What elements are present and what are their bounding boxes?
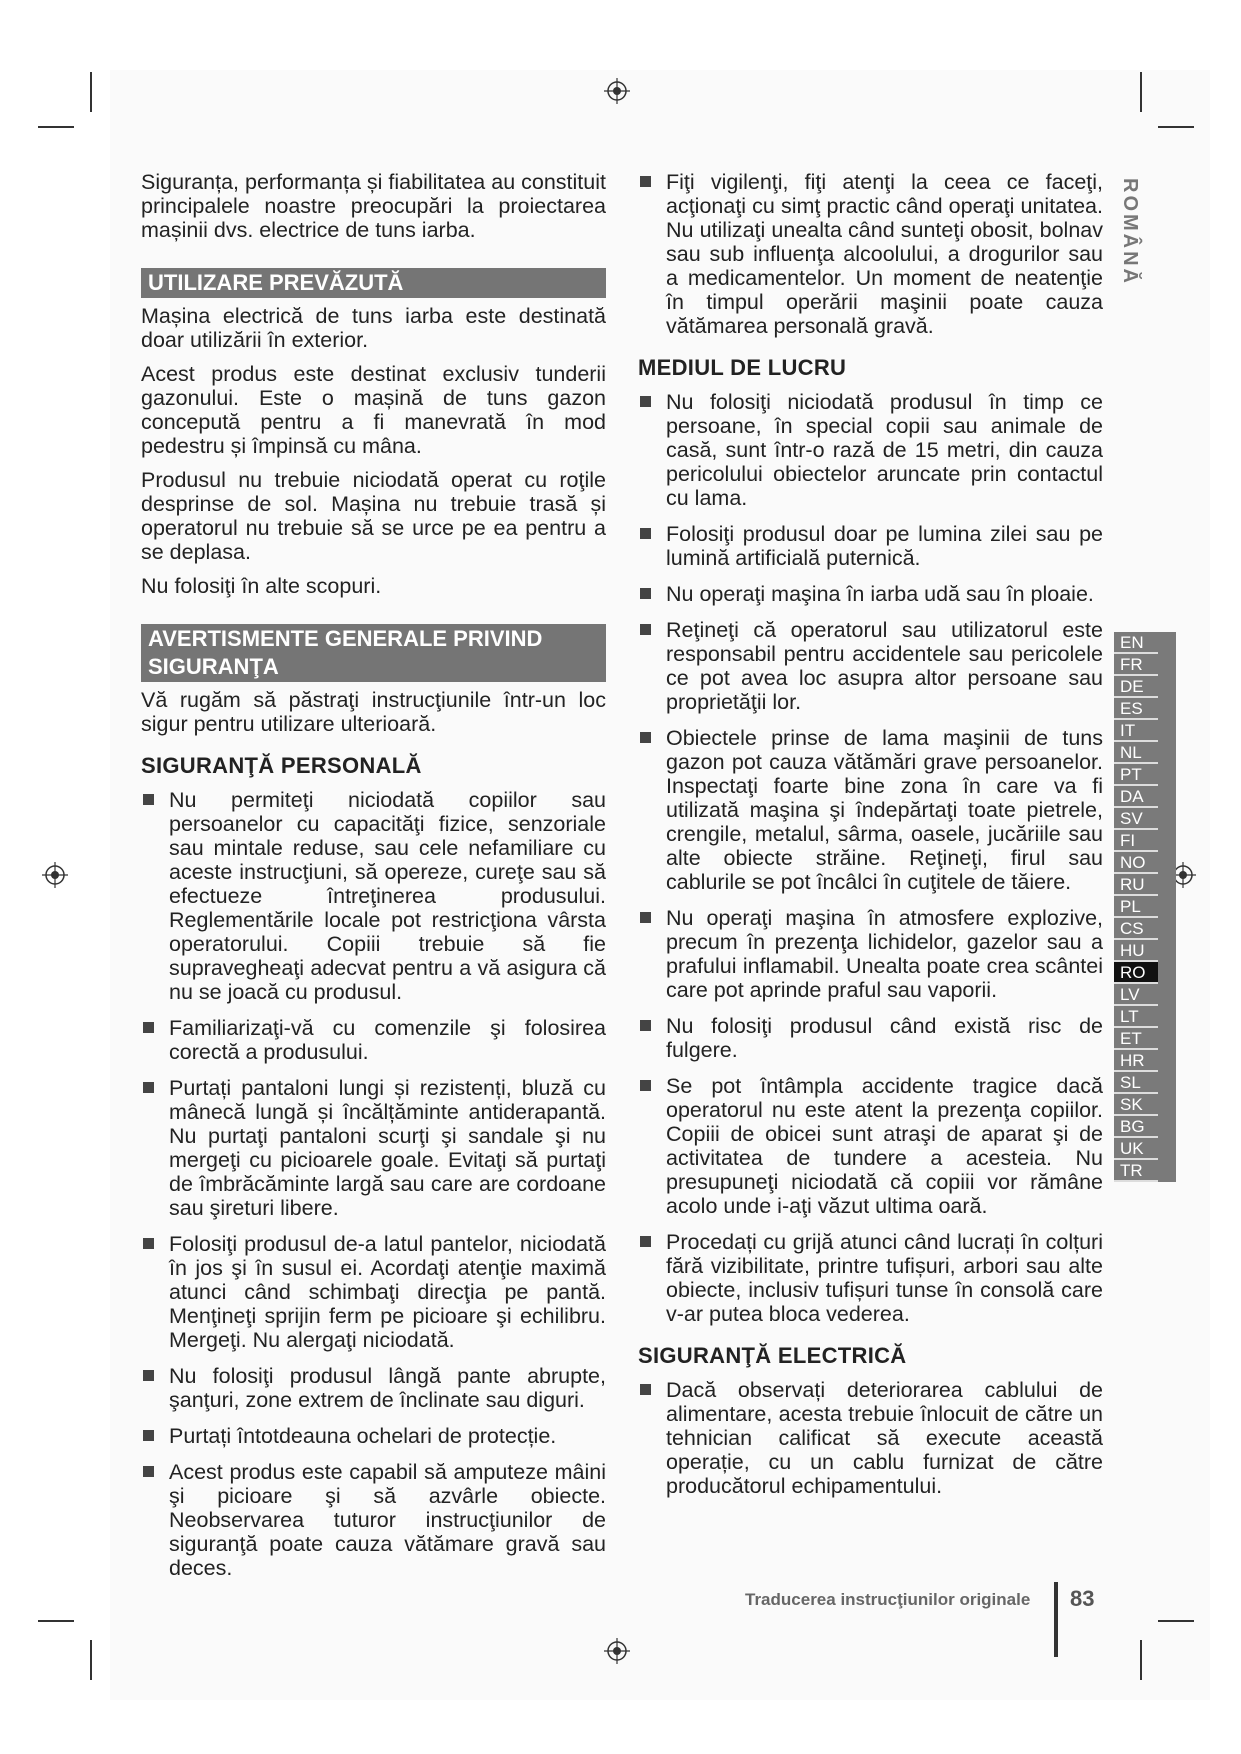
language-tab-ro[interactable]: RO (1114, 962, 1158, 984)
crop-mark (90, 1640, 92, 1680)
language-tab-bg[interactable]: BG (1114, 1116, 1158, 1138)
list-item: Procedați cu grijă atunci când lucrați în colțuri fără vizibilitate, printre tufișuri, arbori sau alte obiecte, inclusiv tufișuri tunse în consolă care v-ar putea bloca vederea. (638, 1230, 1103, 1326)
language-tab-no[interactable]: NO (1114, 852, 1158, 874)
language-tab-sv[interactable]: SV (1114, 808, 1158, 830)
list-item: Acest produs este capabil să amputeze mâini şi picioare şi să azvârle obiecte. Neobservarea tuturor instrucţiunilor de siguranţă poate cauza vătămare gravă sau deces. (141, 1460, 606, 1580)
language-tab-uk[interactable]: UK (1114, 1138, 1158, 1160)
crop-mark (1158, 1620, 1194, 1622)
list-item: Folosiţi produsul de-a latul pantelor, niciodată în jos şi în susul ei. Acordaţi atenţie maximă atunci când schimbaţi direcţia pe pantă. Menţineţi sprijin ferm pe picioare şi echilibru. Mergeţi. Nu alergaţi niciodată. (141, 1232, 606, 1352)
subheading-work-environment: MEDIUL DE LUCRU (638, 355, 847, 380)
list-item: Dacă observați deteriorarea cablului de alimentare, acesta trebuie înlocuit de către un tehnician calificat să execute această operație, cu un cablu furnizat de către producătorul echipamentului. (638, 1378, 1103, 1498)
bullet-square-icon (640, 732, 651, 743)
language-index-bar (1114, 632, 1176, 1182)
language-tab-en[interactable]: EN (1114, 632, 1158, 654)
list-item: Nu folosiţi produsul când există risc de fulgere. (638, 1014, 1103, 1062)
list-item: Nu folosiţi produsul lângă pante abrupte, şanţuri, zone extrem de înclinate sau diguri. (141, 1364, 606, 1412)
language-tab-da[interactable]: DA (1114, 786, 1158, 808)
subheading-electrical-safety: SIGURANŢĂ ELECTRICĂ (638, 1343, 907, 1368)
intro-paragraph: Siguranța, performanța și fiabilitatea au constituit principalele noastre preocupări la proiectarea mașinii dvs. electrice de tuns iarba. (141, 170, 606, 242)
bullet-square-icon (143, 1022, 154, 1033)
list-item: Nu operaţi maşina în iarba udă sau în ploaie. (638, 582, 1103, 606)
language-tab-pl[interactable]: PL (1114, 896, 1158, 918)
bullet-square-icon (640, 528, 651, 539)
bullet-square-icon (143, 1082, 154, 1093)
crop-mark (1140, 72, 1142, 112)
list-item: Purtați întotdeauna ochelari de protecție. (141, 1424, 606, 1448)
subheading-personal-safety: SIGURANŢĂ PERSONALĂ (141, 753, 422, 778)
crop-mark (1158, 126, 1194, 128)
language-tab-fr[interactable]: FR (1114, 654, 1158, 676)
list-item: Nu folosiţi niciodată produsul în timp ce persoane, în special copii sau animale de casă, sunt într-o rază de 15 metri, din cauza pericolului obiectelor aruncate prin contactul cu lama. (638, 390, 1103, 510)
language-tab-pt[interactable]: PT (1114, 764, 1158, 786)
list-item: Nu permiteţi niciodată copiilor sau persoanelor cu capacităţi fizice, senzoriale sau mintale reduse, sau cele nefamiliare cu aceste instrucţiuni, să opereze, cureţe sau să efectueze întreţinerea produsului. Reglementările locale pot restricţiona vârsta operatorului. Copiii trebuie să fie supravegheaţi adecvat pentru a vă asigura că nu se joacă cu produsul. (141, 788, 606, 1004)
intended-use-paragraph: Acest produs este destinat exclusiv tunderii gazonului. Este o mașină de tuns gazon concepută pentru a fi manevrată în mod pedestru și împinsă cu mâna. (141, 362, 606, 458)
language-tab-sk[interactable]: SK (1114, 1094, 1158, 1116)
language-tab-ru[interactable]: RU (1114, 874, 1158, 896)
language-tab-es[interactable]: ES (1114, 698, 1158, 720)
list-item: Purtați pantaloni lungi și rezistenți, bluză cu mânecă lungă și încălțăminte antiderapantă. Nu purtaţi pantaloni scurţi şi sandale şi nu mergeţi cu picioarele goale. Evitaţi să purtaţi de îmbrăcăminte largă sau care are cordoane sau şireturi libere. (141, 1076, 606, 1220)
bullet-square-icon (640, 396, 651, 407)
list-item: Nu operaţi maşina în atmosfere explozive, precum în prezenţa lichidelor, gazelor sau a prafului inflamabil. Unealta poate crea scântei care pot aprinde praful sau vaporii. (638, 906, 1103, 1002)
footer-divider (1054, 1582, 1058, 1657)
list-item: Se pot întâmpla accidente tragice dacă operatorul nu este atent la prezenţa copiilor. Copiii de obicei sunt atraşi de aparat şi de activitatea de tundere a acesteia. Nu presupuneţi niciodată că copiii vor rămâne acolo unde i-aţi văzut ultima oară. (638, 1074, 1103, 1218)
language-tab-lv[interactable]: LV (1114, 984, 1158, 1006)
bullet-square-icon (640, 1236, 651, 1247)
list-item: Obiectele prinse de lama maşinii de tuns gazon pot cauza vătămări grave persoanelor. Inspectaţi foarte bine zona în care va fi utilizată maşina şi îndepărtaţi toate pietrele, crengile, metalul, sârma, oasele, jucăriile sau alte obiecte străine. Reţineţi, firul sau cablurile se pot încâlci în cuţitele de tăiere. (638, 726, 1103, 894)
crop-mark (90, 72, 92, 112)
crop-mark (1140, 1640, 1142, 1680)
language-tab-lt[interactable]: LT (1114, 1006, 1158, 1028)
bullet-square-icon (143, 1466, 154, 1477)
bullet-square-icon (143, 794, 154, 805)
language-tab-tr[interactable]: TR (1114, 1160, 1158, 1182)
registration-mark-icon (604, 1638, 630, 1664)
language-tab-hr[interactable]: HR (1114, 1050, 1158, 1072)
registration-mark-icon (604, 78, 630, 104)
bullet-square-icon (640, 1080, 651, 1091)
right-column (638, 170, 1103, 1510)
language-tab-hu[interactable]: HU (1114, 940, 1158, 962)
list-item: Familiarizaţi-vă cu comenzile şi folosirea corectă a produsului. (141, 1016, 606, 1064)
language-tab-nl[interactable]: NL (1114, 742, 1158, 764)
bullet-square-icon (640, 588, 651, 599)
list-item: Fiţi vigilenţi, fiţi atenţi la ceea ce faceţi, acţionaţi cu simţ practic când operaţi unitatea. Nu utilizaţi unealta când sunteţi obosit, bolnav sau sub influenţa alcoolului, a drogurilor sau a medicamentelor. Un moment de neatenţie în timpul operării maşinii poate cauza vătămarea personală gravă. (638, 170, 1103, 338)
bullet-square-icon (640, 1384, 651, 1395)
language-tab-it[interactable]: IT (1114, 720, 1158, 742)
personal-safety-list (141, 788, 606, 1580)
language-tab-fi[interactable]: FI (1114, 830, 1158, 852)
language-tab-cs[interactable]: CS (1114, 918, 1158, 940)
registration-mark-icon (42, 862, 68, 888)
intended-use-paragraph: Mașina electrică de tuns iarba este destinată doar utilizării în exterior. (141, 304, 606, 352)
electrical-safety-list (638, 1378, 1103, 1498)
crop-mark (38, 126, 74, 128)
bullet-square-icon (640, 912, 651, 923)
bullet-square-icon (143, 1238, 154, 1249)
language-side-label: ROMÂNĂ (1119, 178, 1141, 286)
bullet-square-icon (640, 624, 651, 635)
bullet-square-icon (143, 1430, 154, 1441)
section-heading-intended-use: UTILIZARE PREVĂZUTĂ (141, 268, 606, 298)
footer-text: Traducerea instrucţiunilor originale (745, 1590, 1031, 1609)
intended-use-paragraph: Nu folosiţi în alte scopuri. (141, 574, 382, 598)
personal-safety-continued-list (638, 170, 1103, 338)
section-heading-general-warnings: AVERTISMENTE GENERALE PRIVIND SIGURANŢA (141, 624, 606, 682)
general-warnings-paragraph: Vă rugăm să păstraţi instrucţiunile într-un loc sigur pentru utilizare ulterioară. (141, 688, 606, 736)
list-item: Reţineţi că operatorul sau utilizatorul este responsabil pentru accidentele sau pericolele ce pot avea loc asupra altor persoane sau proprietăţii lor. (638, 618, 1103, 714)
bullet-square-icon (640, 176, 651, 187)
bullet-square-icon (143, 1370, 154, 1381)
language-tab-de[interactable]: DE (1114, 676, 1158, 698)
language-tab-sl[interactable]: SL (1114, 1072, 1158, 1094)
language-tab-et[interactable]: ET (1114, 1028, 1158, 1050)
page-number: 83 (1070, 1586, 1095, 1611)
list-item: Folosiţi produsul doar pe lumina zilei sau pe lumină artificială puternică. (638, 522, 1103, 570)
left-column (141, 170, 606, 1592)
crop-mark (38, 1620, 74, 1622)
bullet-square-icon (640, 1020, 651, 1031)
intended-use-paragraph: Produsul nu trebuie niciodată operat cu roţile desprinse de sol. Mașina nu trebuie trasă și operatorul nu trebuie să se urce pe ea pentru a se deplasa. (141, 468, 606, 564)
work-environment-list (638, 390, 1103, 1326)
